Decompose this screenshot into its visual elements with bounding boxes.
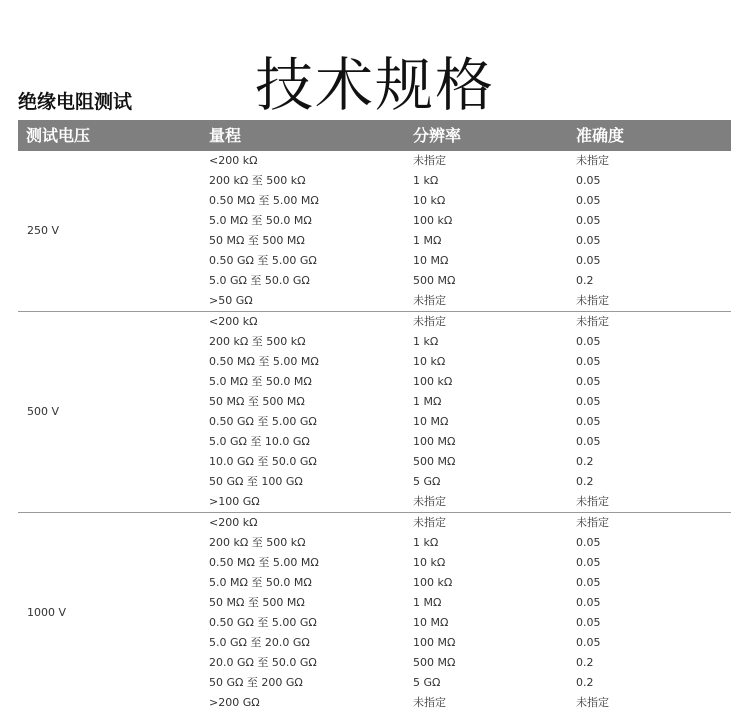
accuracy-cell: 0.05 (568, 332, 731, 352)
range-cell: 5.0 MΩ 至 50.0 MΩ (201, 211, 405, 231)
accuracy-cell: 0.2 (568, 673, 731, 693)
resolution-cell: 1 MΩ (405, 593, 568, 613)
test-voltage-cell: 500 V (18, 312, 201, 513)
accuracy-cell: 0.05 (568, 412, 731, 432)
range-cell: >100 GΩ (201, 492, 405, 513)
test-voltage-cell: 250 V (18, 151, 201, 312)
accuracy-cell: 0.05 (568, 251, 731, 271)
range-cell: >200 GΩ (201, 693, 405, 713)
range-cell: 50 GΩ 至 100 GΩ (201, 472, 405, 492)
resolution-cell: 100 MΩ (405, 432, 568, 452)
range-cell: 200 kΩ 至 500 kΩ (201, 332, 405, 352)
accuracy-cell: 0.05 (568, 593, 731, 613)
resolution-cell: 10 MΩ (405, 613, 568, 633)
accuracy-cell: 0.2 (568, 271, 731, 291)
resolution-cell: 500 MΩ (405, 653, 568, 673)
resolution-cell: 100 MΩ (405, 633, 568, 653)
range-cell: 0.50 GΩ 至 5.00 GΩ (201, 613, 405, 633)
range-cell: 5.0 MΩ 至 50.0 MΩ (201, 372, 405, 392)
accuracy-cell: 0.05 (568, 432, 731, 452)
range-cell: <200 kΩ (201, 312, 405, 333)
resolution-cell: 5 GΩ (405, 472, 568, 492)
resolution-cell: 100 kΩ (405, 372, 568, 392)
spec-table (18, 120, 731, 713)
accuracy-cell: 0.05 (568, 211, 731, 231)
range-cell: <200 kΩ (201, 513, 405, 534)
resolution-cell: 未指定 (405, 492, 568, 513)
accuracy-cell: 0.05 (568, 231, 731, 251)
resolution-cell: 未指定 (405, 151, 568, 171)
resolution-cell: 100 kΩ (405, 573, 568, 593)
header-resolution: 分辨率 (405, 120, 568, 151)
range-cell: 5.0 GΩ 至 50.0 GΩ (201, 271, 405, 291)
range-cell: <200 kΩ (201, 151, 405, 171)
resolution-cell: 10 MΩ (405, 412, 568, 432)
test-voltage-cell: 1000 V (18, 513, 201, 713)
resolution-cell: 10 kΩ (405, 553, 568, 573)
resolution-cell: 10 kΩ (405, 352, 568, 372)
resolution-cell: 未指定 (405, 513, 568, 534)
accuracy-cell: 0.05 (568, 613, 731, 633)
resolution-cell: 1 MΩ (405, 231, 568, 251)
range-cell: 20.0 GΩ 至 50.0 GΩ (201, 653, 405, 673)
resolution-cell: 未指定 (405, 291, 568, 312)
range-cell: 200 kΩ 至 500 kΩ (201, 533, 405, 553)
accuracy-cell: 未指定 (568, 151, 731, 171)
accuracy-cell: 未指定 (568, 291, 731, 312)
range-cell: >50 GΩ (201, 291, 405, 312)
accuracy-cell: 0.2 (568, 653, 731, 673)
accuracy-cell: 0.2 (568, 452, 731, 472)
resolution-cell: 1 MΩ (405, 392, 568, 412)
page-title: 技术规格 (0, 47, 750, 123)
resolution-cell: 5 GΩ (405, 673, 568, 693)
range-cell: 0.50 MΩ 至 5.00 MΩ (201, 553, 405, 573)
resolution-cell: 10 kΩ (405, 191, 568, 211)
table-body (18, 151, 731, 713)
range-cell: 0.50 MΩ 至 5.00 MΩ (201, 191, 405, 211)
accuracy-cell: 0.2 (568, 472, 731, 492)
resolution-cell: 500 MΩ (405, 452, 568, 472)
header-range: 量程 (201, 120, 405, 151)
resolution-cell: 1 kΩ (405, 171, 568, 191)
range-cell: 0.50 GΩ 至 5.00 GΩ (201, 251, 405, 271)
accuracy-cell: 0.05 (568, 633, 731, 653)
accuracy-cell: 0.05 (568, 352, 731, 372)
range-cell: 0.50 GΩ 至 5.00 GΩ (201, 412, 405, 432)
header-test-voltage: 测试电压 (18, 120, 201, 151)
accuracy-cell: 0.05 (568, 191, 731, 211)
range-cell: 200 kΩ 至 500 kΩ (201, 171, 405, 191)
table-header (18, 120, 731, 151)
table-row (18, 151, 731, 171)
resolution-cell: 1 kΩ (405, 332, 568, 352)
range-cell: 5.0 MΩ 至 50.0 MΩ (201, 573, 405, 593)
header-accuracy: 准确度 (568, 120, 731, 151)
accuracy-cell: 0.05 (568, 372, 731, 392)
table-row (18, 312, 731, 333)
resolution-cell: 未指定 (405, 312, 568, 333)
accuracy-cell: 未指定 (568, 492, 731, 513)
range-cell: 10.0 GΩ 至 50.0 GΩ (201, 452, 405, 472)
accuracy-cell: 0.05 (568, 553, 731, 573)
range-cell: 5.0 GΩ 至 10.0 GΩ (201, 432, 405, 452)
resolution-cell: 10 MΩ (405, 251, 568, 271)
section-title: 绝缘电阻测试 (18, 88, 132, 116)
accuracy-cell: 未指定 (568, 693, 731, 713)
accuracy-cell: 未指定 (568, 513, 731, 534)
resolution-cell: 未指定 (405, 693, 568, 713)
table-row (18, 513, 731, 534)
accuracy-cell: 0.05 (568, 533, 731, 553)
accuracy-cell: 未指定 (568, 312, 731, 333)
range-cell: 0.50 MΩ 至 5.00 MΩ (201, 352, 405, 372)
range-cell: 50 MΩ 至 500 MΩ (201, 593, 405, 613)
range-cell: 50 MΩ 至 500 MΩ (201, 392, 405, 412)
resolution-cell: 500 MΩ (405, 271, 568, 291)
range-cell: 50 MΩ 至 500 MΩ (201, 231, 405, 251)
range-cell: 5.0 GΩ 至 20.0 GΩ (201, 633, 405, 653)
accuracy-cell: 0.05 (568, 573, 731, 593)
accuracy-cell: 0.05 (568, 171, 731, 191)
resolution-cell: 100 kΩ (405, 211, 568, 231)
range-cell: 50 GΩ 至 200 GΩ (201, 673, 405, 693)
resolution-cell: 1 kΩ (405, 533, 568, 553)
accuracy-cell: 0.05 (568, 392, 731, 412)
header-row (18, 120, 731, 151)
